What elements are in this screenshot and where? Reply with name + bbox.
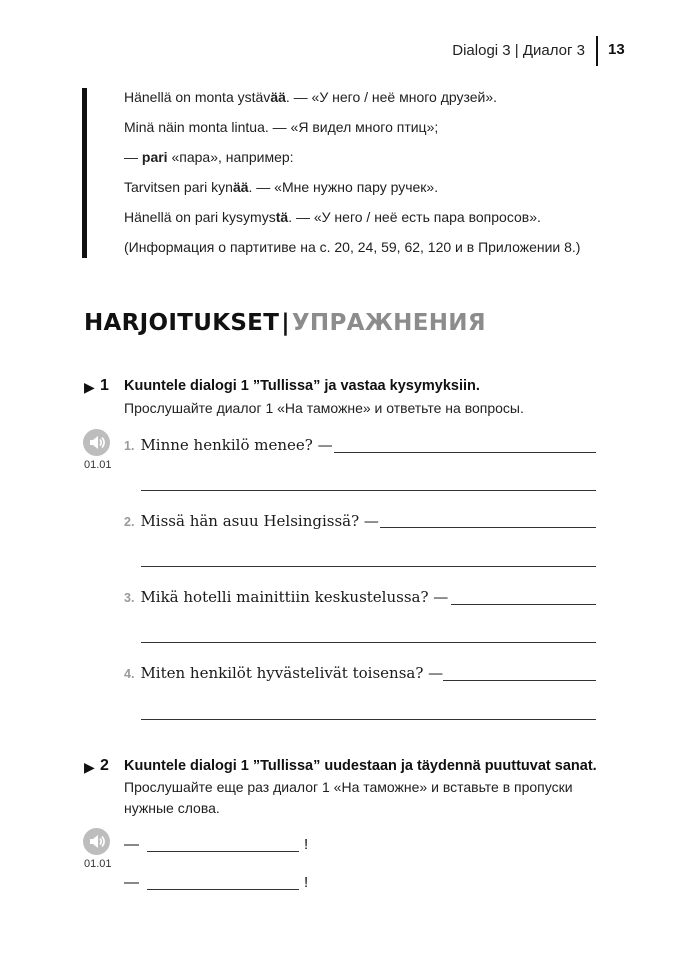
note-line: Hänellä on monta ystävää. — «У него / неё много друзей». bbox=[124, 89, 498, 105]
audio-icon[interactable] bbox=[83, 828, 110, 855]
answer-line[interactable] bbox=[141, 719, 596, 720]
section-title: HARJOITUKSET|УПРАЖНЕНИЯ bbox=[84, 310, 486, 336]
exercise-number: 1 bbox=[100, 377, 109, 394]
fill-blank-line[interactable] bbox=[147, 851, 299, 852]
question: 3. Mikä hotelli mainittiin keskustelussa? — bbox=[124, 588, 449, 606]
question: 2. Missä hän asuu Helsingissä? — bbox=[124, 512, 379, 530]
fill-exclamation: ! bbox=[304, 836, 309, 853]
exercise-title: Kuuntele dialogi 1 ”Tullissa” uudestaan ja täydennä puuttuvat sanat. bbox=[124, 758, 597, 774]
fill-exclamation: ! bbox=[304, 874, 309, 891]
note-bar bbox=[82, 88, 87, 258]
answer-line[interactable] bbox=[141, 490, 596, 491]
answer-line[interactable] bbox=[380, 527, 596, 528]
note-line: (Информация о партитиве на с. 20, 24, 59, 62, 120 и в Приложении 8.) bbox=[124, 239, 581, 255]
running-head: Dialogi 3 | Диалог 3 bbox=[452, 42, 585, 59]
exercise-subtitle: Прослушайте диалог 1 «На таможне» и ответьте на вопросы. bbox=[124, 400, 524, 416]
exercise-subtitle: Прослушайте еще раз диалог 1 «На таможне» и вставьте в пропуски bbox=[124, 779, 573, 795]
fill-blank-line[interactable] bbox=[147, 889, 299, 890]
note-line: Hänellä on pari kysymystä. — «У него / неё есть пара вопросов». bbox=[124, 209, 541, 225]
answer-line[interactable] bbox=[141, 642, 596, 643]
play-arrow-icon: ▶ bbox=[84, 379, 95, 395]
exercise-subtitle: нужные слова. bbox=[124, 800, 220, 816]
audio-track-label: 01.01 bbox=[84, 858, 112, 870]
audio-icon[interactable] bbox=[83, 429, 110, 456]
audio-track-label: 01.01 bbox=[84, 459, 112, 471]
question: 1. Minne henkilö menee? — bbox=[124, 436, 333, 454]
answer-line[interactable] bbox=[443, 680, 596, 681]
question: 4. Miten henkilöt hyvästelivät toisensa? — bbox=[124, 664, 444, 682]
answer-line[interactable] bbox=[451, 604, 596, 605]
note-line: Minä näin monta lintua. — «Я видел много птиц»; bbox=[124, 119, 439, 135]
page-number: 13 bbox=[608, 41, 625, 58]
play-arrow-icon: ▶ bbox=[84, 759, 95, 775]
exercise-title: Kuuntele dialogi 1 ”Tullissa” ja vastaa kysymyksiin. bbox=[124, 378, 480, 394]
note-line: — pari «пара», например: bbox=[124, 149, 294, 165]
exercise-number: 2 bbox=[100, 757, 109, 774]
fill-dash: — bbox=[124, 874, 139, 891]
note-line: Tarvitsen pari kynää. — «Мне нужно пару ручек». bbox=[124, 179, 439, 195]
answer-line[interactable] bbox=[334, 452, 596, 453]
header-divider bbox=[596, 36, 598, 66]
fill-dash: — bbox=[124, 836, 139, 853]
answer-line[interactable] bbox=[141, 566, 596, 567]
